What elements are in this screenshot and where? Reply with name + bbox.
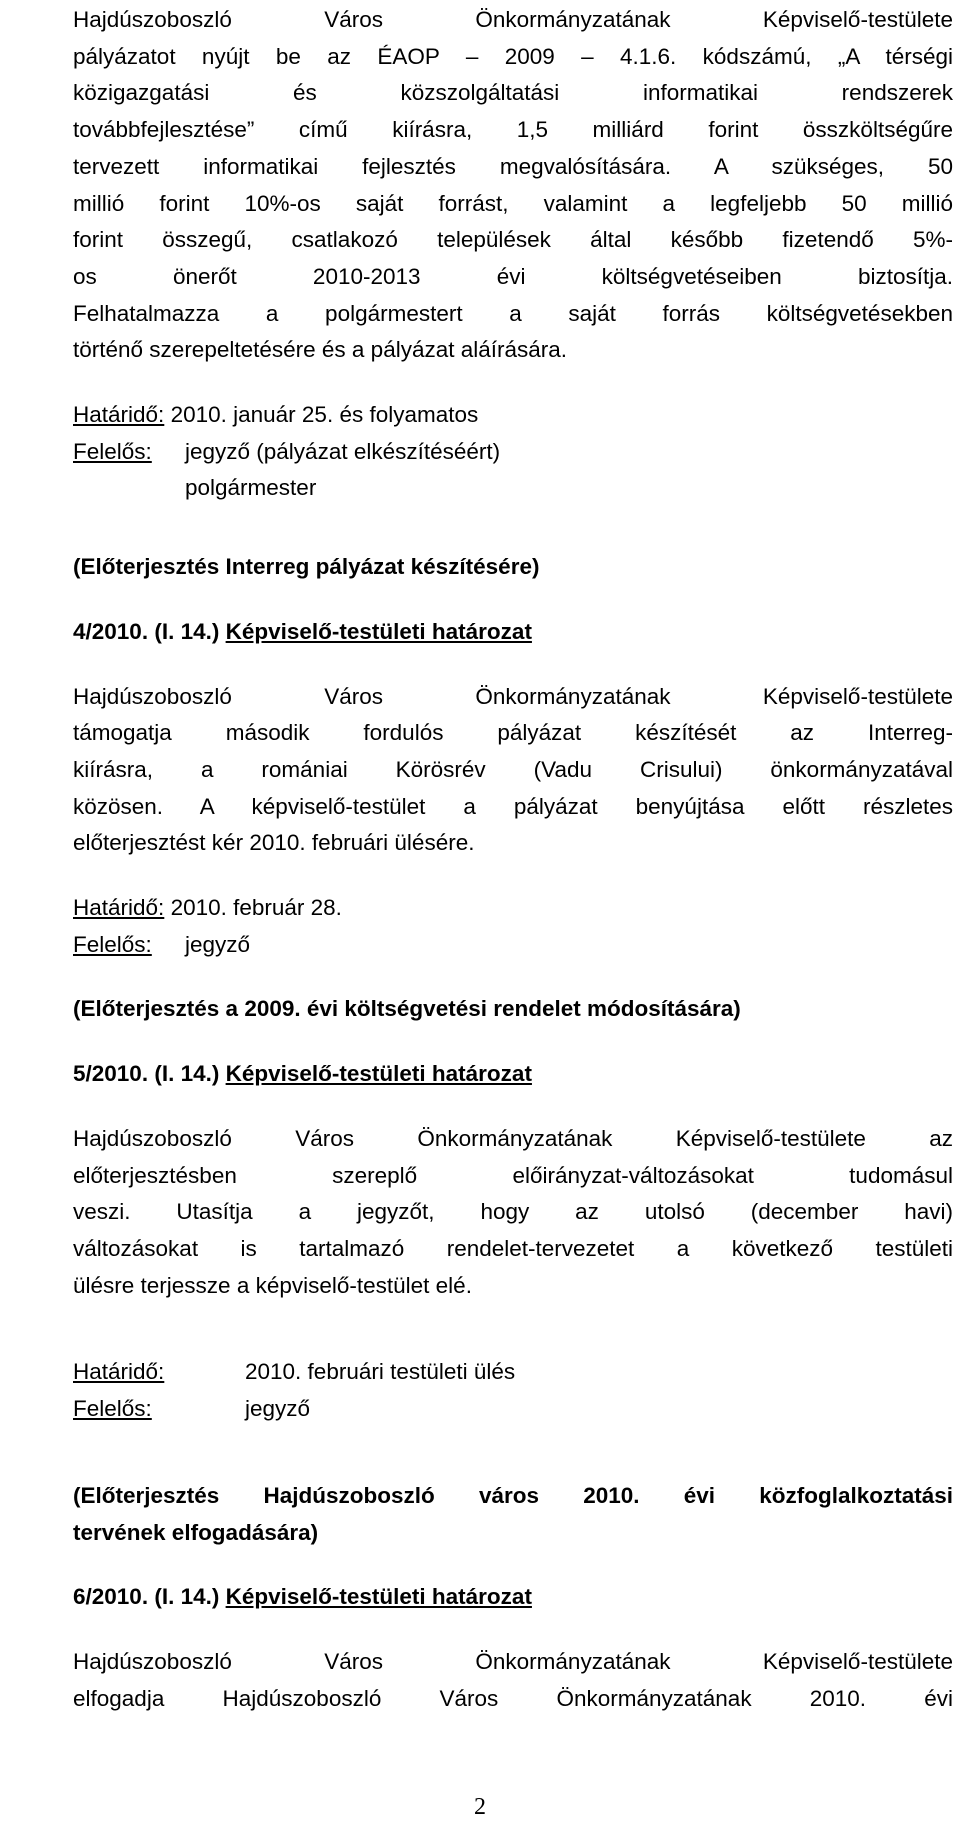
body-line: történő szerepeltetésére és a pályázat aláírására. (73, 337, 568, 363)
deadline-row (73, 1354, 953, 1391)
resolution-title (73, 614, 953, 651)
responsible-value-2: polgármester (185, 475, 317, 501)
deadline-value: 2010. január 25. és folyamatos (170, 402, 479, 428)
responsible-value: jegyző (185, 931, 251, 957)
body-line: közigazgatási és közszolgáltatási informatikai rendszerek (73, 80, 953, 106)
body-line: Hajdúszoboszló Város Önkormányzatának Képviselő-testülete (73, 683, 953, 709)
resolution-number: 4/2010. (I. 14.) (73, 618, 220, 644)
section-heading-cont: tervének elfogadására) (73, 1519, 319, 1545)
resolution-body (73, 1121, 953, 1305)
responsible-row (73, 1391, 953, 1428)
body-line: pályázatot nyújt be az ÉAOP – 2009 – 4.1.6. kódszámú, „A térségi (73, 43, 953, 69)
body-line: forint összegű, csatlakozó települések által később fizetendő 5%- (73, 227, 953, 253)
resolution-number: 5/2010. (I. 14.) (73, 1061, 220, 1087)
body-line: millió forint 10%-os saját forrást, valamint a legfeljebb 50 millió (73, 190, 953, 216)
deadline-row (73, 890, 953, 927)
body-line: ülésre terjessze a képviselő-testület elé. (73, 1272, 472, 1298)
body-line: os önerőt 2010-2013 évi költségvetéseiben biztosítja. (73, 263, 953, 289)
body-line: változásokat is tartalmazó rendelet-tervezetet a következő testületi (73, 1235, 953, 1261)
deadline-value: 2010. februári testületi ülés (245, 1359, 516, 1385)
body-line: elfogadja Hajdúszoboszló Város Önkormányzatának 2010. évi (73, 1685, 953, 1711)
deadline-value: 2010. február 28. (170, 895, 342, 921)
resolution-title (73, 1579, 953, 1616)
body-line: előterjesztést kér 2010. februári ülésére. (73, 830, 475, 856)
section-heading: (Előterjesztés Hajdúszoboszló város 2010. évi közfoglalkoztatási (73, 1482, 953, 1508)
resolution-type: Képviselő-testületi határozat (225, 618, 532, 644)
responsible-label: Felelős: (73, 931, 152, 957)
body-line: Hajdúszoboszló Város Önkormányzatának Képviselő-testülete (73, 7, 953, 32)
body-line: Felhatalmazza a polgármestert a saját forrás költségvetésekben (73, 300, 953, 326)
document-page (73, 2, 953, 1717)
resolution-body (73, 1644, 953, 1717)
deadline-label: Határidő: (73, 1359, 165, 1385)
body-line: veszi. Utasítja a jegyzőt, hogy az utolsó (december havi) (73, 1199, 953, 1225)
responsible-label: Felelős: (73, 438, 152, 464)
responsible-label: Felelős: (73, 1396, 152, 1422)
section-heading: (Előterjesztés a 2009. évi költségvetési rendelet módosítására) (73, 996, 741, 1022)
resolution-body (73, 2, 953, 369)
section-heading: (Előterjesztés Interreg pályázat készítésére) (73, 554, 540, 580)
deadline-row (73, 397, 953, 434)
resolution-body (73, 679, 953, 863)
body-line: támogatja második fordulós pályázat készítését az Interreg- (73, 720, 953, 746)
body-line: Hajdúszoboszló Város Önkormányzatának Képviselő-testülete az (73, 1125, 953, 1151)
page-number: 2 (474, 1794, 486, 1820)
body-line: Hajdúszoboszló Város Önkormányzatának Képviselő-testülete (73, 1648, 953, 1674)
resolution-type: Képviselő-testületi határozat (225, 1584, 532, 1610)
resolution-type: Képviselő-testületi határozat (225, 1061, 532, 1087)
body-line: továbbfejlesztése” című kiírásra, 1,5 milliárd forint összköltségűre (73, 117, 953, 143)
resolution-title (73, 1056, 953, 1093)
body-line: előterjesztésben szereplő előirányzat-változásokat tudomásul (73, 1162, 953, 1188)
body-line: tervezett informatikai fejlesztés megvalósítására. A szükséges, 50 (73, 153, 953, 179)
responsible-value: jegyző (245, 1396, 311, 1422)
resolution-number: 6/2010. (I. 14.) (73, 1584, 220, 1610)
body-line: közösen. A képviselő-testület a pályázat benyújtása előtt részletes (73, 793, 953, 819)
body-line: kiírásra, a romániai Körösrév (Vadu Crisului) önkormányzatával (73, 756, 953, 782)
responsible-row (73, 434, 953, 471)
responsible-value: jegyző (pályázat elkészítéséért) (185, 438, 501, 464)
deadline-label: Határidő: (73, 402, 165, 428)
responsible-row (73, 927, 953, 964)
deadline-label: Határidő: (73, 895, 165, 921)
